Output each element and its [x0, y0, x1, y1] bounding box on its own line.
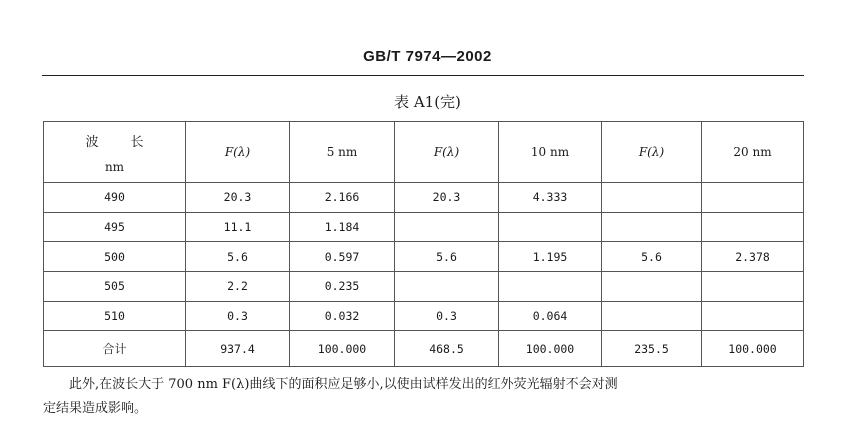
table-cell: 5.6	[602, 242, 702, 272]
table-cell: 20.3	[186, 183, 290, 213]
table-cell	[395, 272, 499, 302]
header-cell-f-lambda: F(λ)	[602, 122, 702, 183]
header-cell-f-lambda: F(λ)	[395, 122, 499, 183]
table-cell: 2.166	[290, 183, 395, 213]
table-cell	[395, 212, 499, 242]
table-cell: 495	[44, 212, 186, 242]
table-cell	[602, 183, 702, 213]
total-label: 合计	[44, 331, 186, 367]
table-cell	[702, 272, 804, 302]
table-cell	[499, 212, 602, 242]
table-cell: 5.6	[186, 242, 290, 272]
table-cell: 4.333	[499, 183, 602, 213]
table-row	[44, 272, 804, 302]
header-cell-f-lambda: F(λ)	[186, 122, 290, 183]
footer-line-2: 定结果造成影响。	[43, 401, 148, 416]
header-wavelength-unit: nm	[104, 159, 125, 174]
header-cell-20nm: 20 nm	[702, 122, 804, 183]
table-header-row	[44, 122, 804, 183]
header-divider	[42, 75, 804, 76]
table-cell: 1.184	[290, 212, 395, 242]
table-cell	[702, 183, 804, 213]
table-cell: 510	[44, 301, 186, 331]
table-cell: 2.378	[702, 242, 804, 272]
table-row	[44, 301, 804, 331]
table-row	[44, 242, 804, 272]
header-wavelength-char-2: 长	[130, 134, 144, 150]
table-row	[44, 183, 804, 213]
table-title: 表 A1(完)	[394, 93, 461, 111]
data-table	[43, 121, 804, 367]
header-cell-wavelength	[44, 122, 186, 183]
header-cell-5nm: 5 nm	[290, 122, 395, 183]
table-cell: 100.000	[702, 331, 804, 367]
table-cell	[702, 212, 804, 242]
table-cell	[499, 272, 602, 302]
table-cell	[702, 301, 804, 331]
table-cell: 235.5	[602, 331, 702, 367]
table-total-row	[44, 331, 804, 367]
table-cell: 500	[44, 242, 186, 272]
table-cell: 0.235	[290, 272, 395, 302]
table-cell: 490	[44, 183, 186, 213]
header-cell-10nm: 10 nm	[499, 122, 602, 183]
standard-number-header: GB/T 7974—2002	[363, 48, 492, 65]
table-cell	[602, 272, 702, 302]
table-cell: 100.000	[290, 331, 395, 367]
table-cell: 0.3	[395, 301, 499, 331]
table-cell: 2.2	[186, 272, 290, 302]
footer-note	[43, 373, 813, 421]
table-cell: 468.5	[395, 331, 499, 367]
table-cell: 20.3	[395, 183, 499, 213]
table-cell: 0.597	[290, 242, 395, 272]
table-row	[44, 212, 804, 242]
table-cell: 5.6	[395, 242, 499, 272]
table-cell	[602, 301, 702, 331]
table-cell: 0.032	[290, 301, 395, 331]
table-cell	[602, 212, 702, 242]
header-wavelength-char-1: 波	[85, 134, 99, 150]
footer-line-1: 此外,在波长大于 700 nm F(λ)曲线下的面积应足够小,以使由试样发出的红外荧光辐射不会对测	[69, 377, 618, 392]
table-cell: 0.3	[186, 301, 290, 331]
table-cell: 505	[44, 272, 186, 302]
table-cell: 937.4	[186, 331, 290, 367]
table-cell: 0.064	[499, 301, 602, 331]
table-cell: 100.000	[499, 331, 602, 367]
table-cell: 1.195	[499, 242, 602, 272]
table-cell: 11.1	[186, 212, 290, 242]
